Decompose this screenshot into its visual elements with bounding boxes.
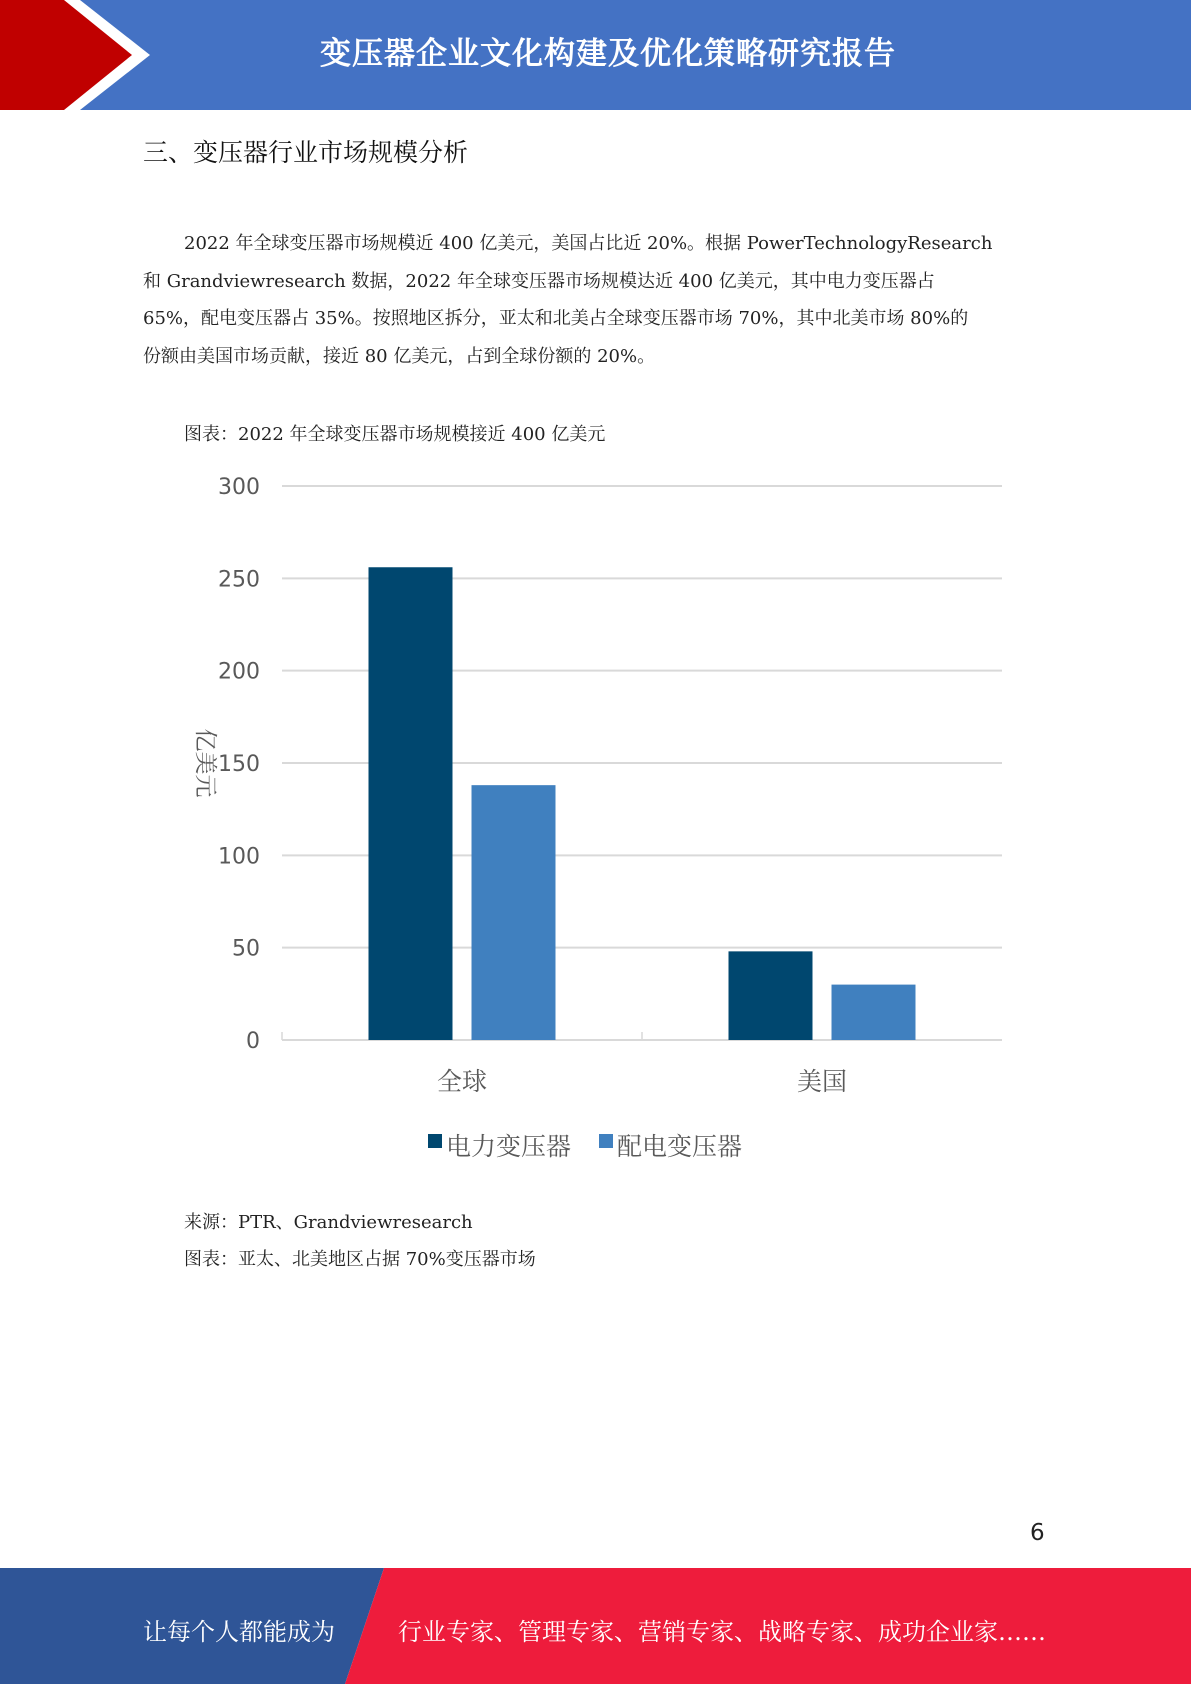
body-line: 2022 年全球变压器市场规模近 400 亿美元，美国占比近 20%。根据 PowerTechnologyResearch — [184, 233, 993, 254]
y-tick-label: 300 — [218, 475, 260, 500]
report-header — [0, 0, 1191, 110]
chart-legend — [428, 1132, 742, 1161]
y-axis-label: 亿美元 — [192, 728, 218, 798]
legend-label: 配电变压器 — [617, 1132, 743, 1161]
x-category-label: 全球 — [436, 1067, 488, 1096]
legend-label: 电力变压器 — [446, 1132, 572, 1161]
chart-bars — [369, 567, 916, 1040]
report-title: 变压器企业文化构建及优化策略研究报告 — [320, 36, 896, 72]
y-tick-label: 100 — [218, 844, 260, 870]
bar — [369, 567, 453, 1040]
legend-swatch — [599, 1134, 613, 1148]
section-heading: 三、变压器行业市场规模分析 — [143, 138, 469, 167]
bar — [472, 785, 556, 1040]
y-tick-label: 200 — [218, 659, 260, 685]
body-line: 份额由美国市场贡献，接近 80 亿美元，占到全球份额的 20%。 — [143, 345, 656, 367]
body-paragraph — [143, 225, 1043, 375]
bar — [729, 951, 813, 1040]
page-number: 6 — [1030, 1520, 1045, 1546]
y-tick-label: 0 — [246, 1029, 260, 1054]
footer-slogan-right: 行业专家、管理专家、营销专家、战略专家、成功企业家…… — [398, 1618, 1046, 1646]
figure-caption: 图表：2022 年全球变压器市场规模接近 400 亿美元 — [184, 424, 606, 445]
legend-swatch — [428, 1134, 442, 1148]
y-axis-ticks — [218, 475, 260, 1054]
market-size-bar-chart — [160, 460, 1020, 1180]
footer-slogan-left: 让每个人都能成为 — [143, 1618, 335, 1646]
x-category-label: 美国 — [796, 1067, 848, 1096]
y-tick-label: 250 — [218, 567, 260, 593]
bar — [832, 985, 916, 1040]
figure-caption: 图表：亚太、北美地区占据 70%变压器市场 — [184, 1249, 536, 1270]
body-line: 65%，配电变压器占 35%。按照地区拆分，亚太和北美占全球变压器市场 70%，其中北美市场 80%的 — [143, 308, 969, 329]
source-note: 来源：PTR、Grandviewresearch — [184, 1212, 473, 1233]
y-tick-label: 50 — [232, 936, 260, 962]
x-axis-categories — [437, 1067, 847, 1096]
y-tick-label: 150 — [218, 752, 260, 777]
body-line: 和 Grandviewresearch 数据，2022 年全球变压器市场规模达近 400 亿美元，其中电力变压器占 — [143, 270, 935, 292]
